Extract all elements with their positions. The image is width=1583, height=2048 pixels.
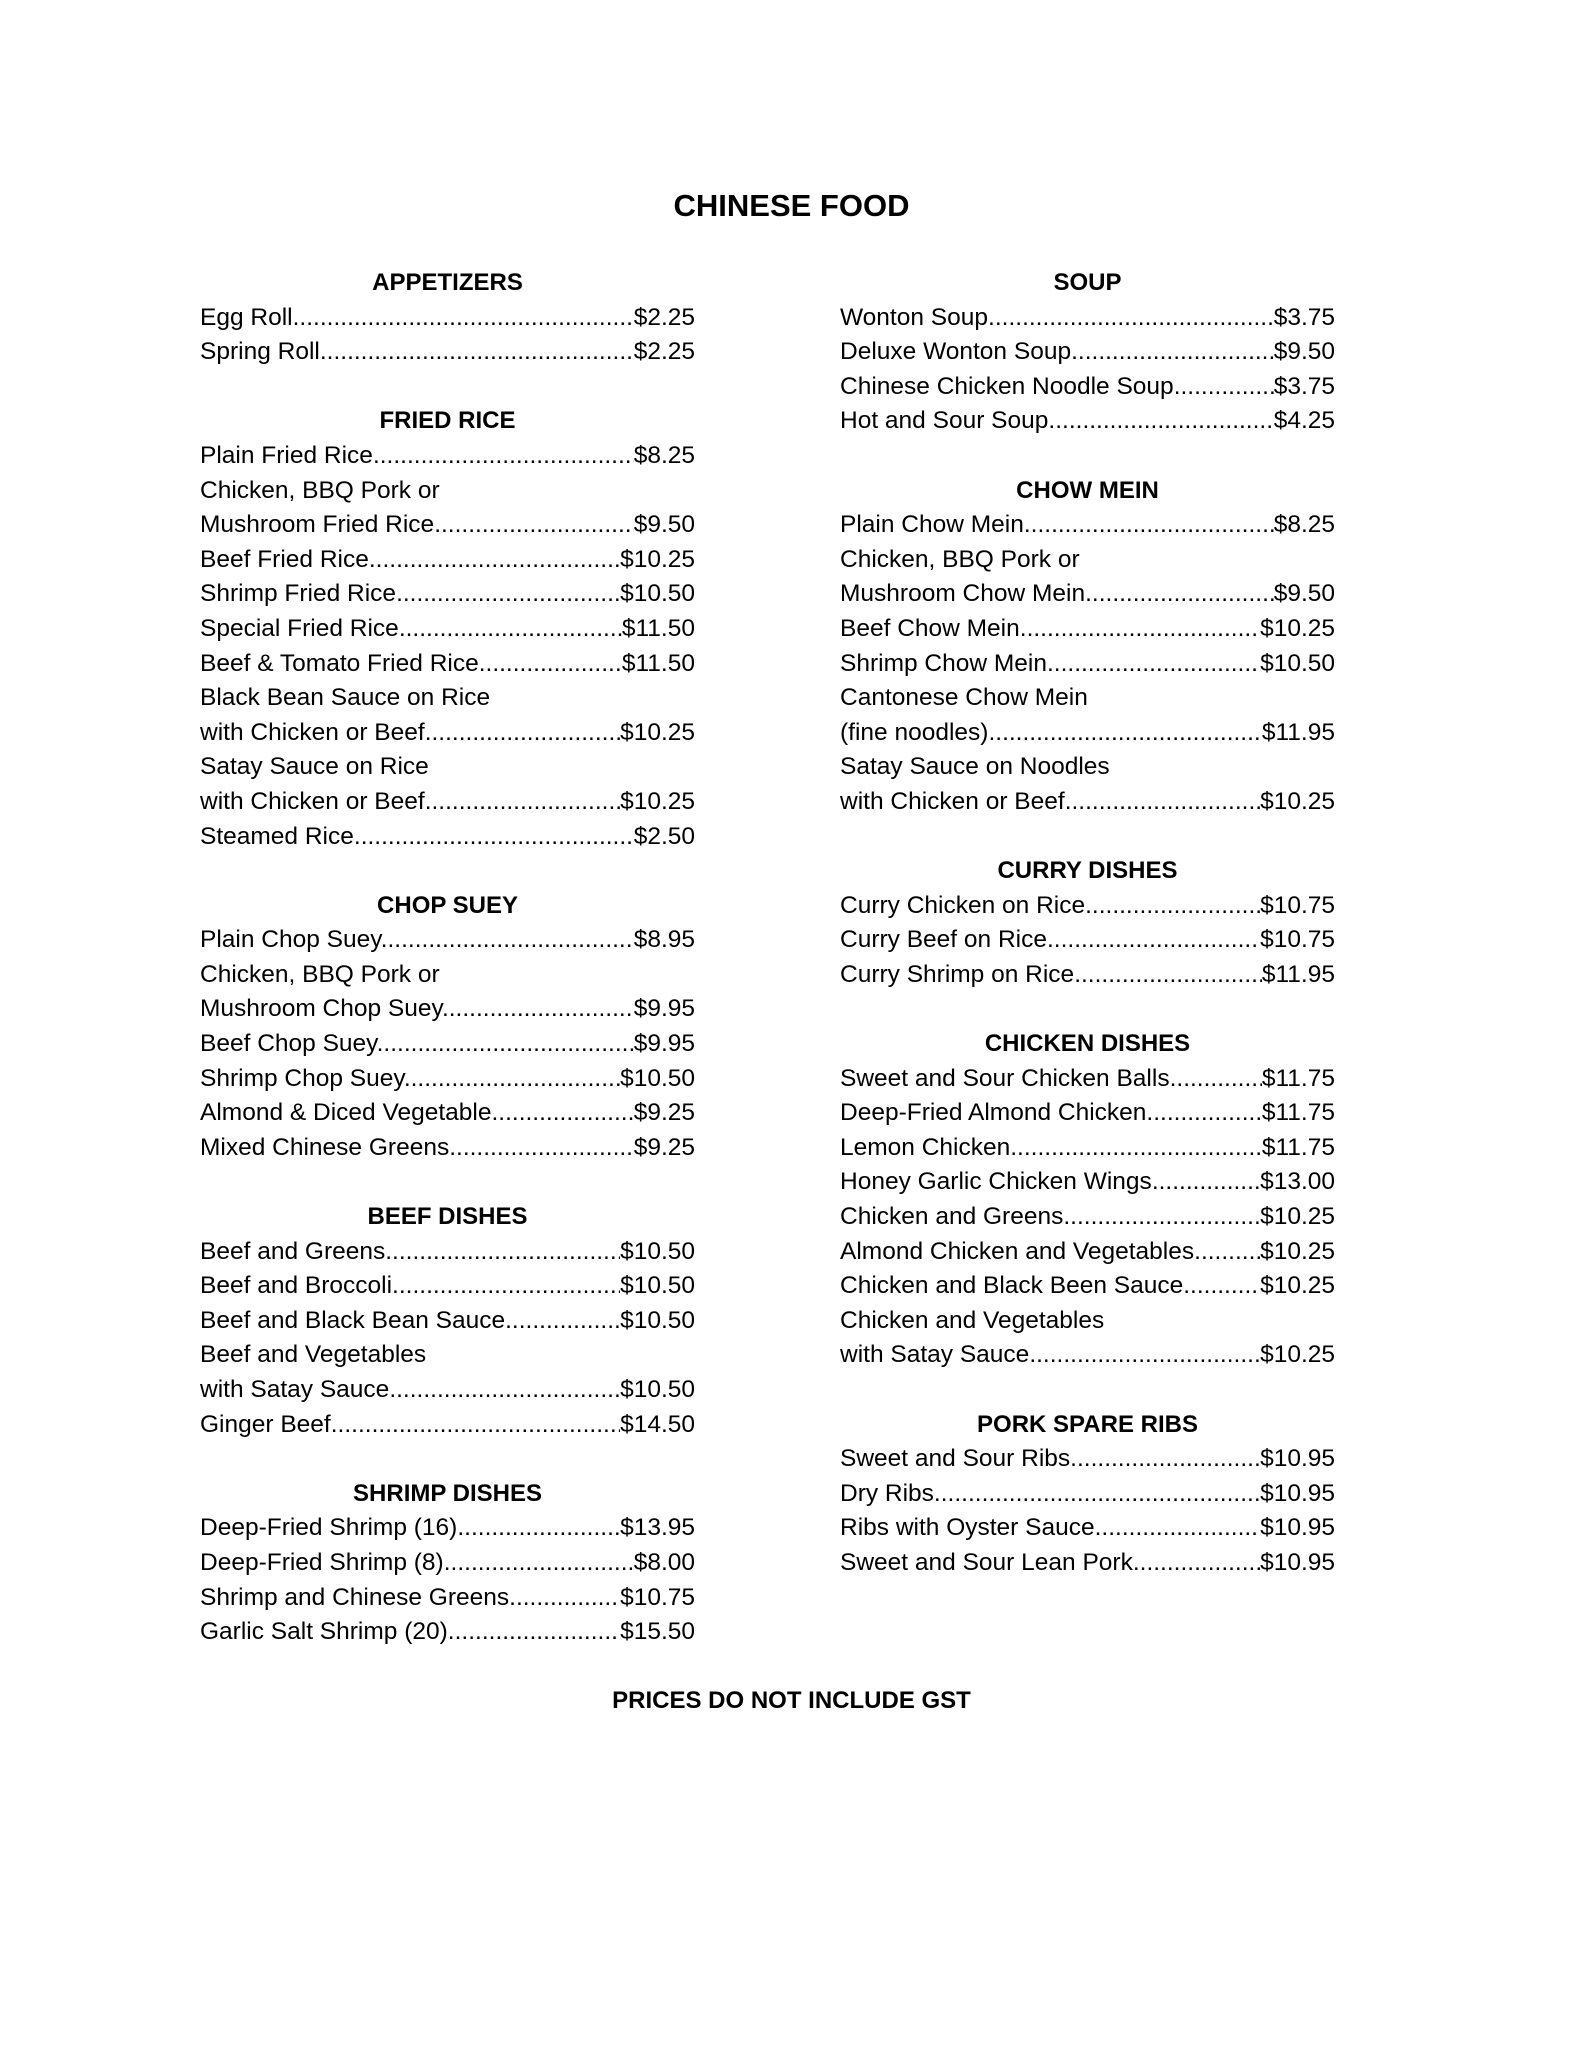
menu-item-price: $9.25 — [633, 1099, 695, 1127]
menu-item-price: $10.25 — [620, 545, 695, 573]
menu-item-price: $8.25 — [633, 441, 695, 469]
menu-item-name: Shrimp and Chinese Greens ..... — [200, 1581, 620, 1616]
menu-item — [200, 923, 695, 958]
menu-item-price: $8.95 — [633, 926, 695, 954]
menu-item-name: Honey Garlic Chicken Wings ..... — [840, 1165, 1260, 1200]
menu-item-name: (fine noodles) ..... — [840, 716, 1262, 751]
menu-item-name: Beef Chop Suey ..... — [200, 1027, 634, 1062]
menu-item-price: $9.50 — [1273, 580, 1335, 608]
menu-item-name: Spring Roll ..... — [200, 335, 634, 370]
menu-item-prefix: Satay Sauce on Noodles — [840, 753, 1110, 781]
menu-item-name: Curry Beef on Rice ..... — [840, 923, 1260, 958]
menu-item-name: Chinese Chicken Noodle Soup ..... — [840, 370, 1274, 405]
section-title: APPETIZERS — [372, 269, 523, 296]
menu-item-price: $10.75 — [620, 1583, 695, 1611]
section-title: CHICKEN DISHES — [984, 1030, 1191, 1058]
menu-section-chop-suey — [200, 889, 695, 1166]
menu-item — [200, 1546, 695, 1581]
menu-item — [840, 1062, 1335, 1097]
menu-item — [840, 1165, 1335, 1200]
menu-item-price: $10.95 — [1260, 1479, 1335, 1507]
menu-item-name: Beef & Tomato Fried Rice ..... — [200, 647, 622, 682]
menu-item-name: Mushroom Chow Mein ..... — [840, 577, 1274, 612]
menu-item-price: $9.95 — [633, 1030, 695, 1058]
menu-item-price: $8.00 — [633, 1548, 695, 1576]
menu-item-price: $11.75 — [1261, 1099, 1335, 1127]
menu-section-shrimp-dishes — [200, 1477, 695, 1650]
menu-item-name: Chicken and Black Been Sauce ..... — [840, 1269, 1260, 1304]
menu-item-name: Chicken and Greens ..... — [840, 1200, 1260, 1235]
menu-item — [200, 992, 695, 1027]
menu-item-price: $10.25 — [1260, 1237, 1335, 1265]
menu-item — [200, 543, 695, 578]
menu-item-name: Ginger Beef ..... — [200, 1408, 620, 1443]
menu-item — [840, 577, 1335, 612]
menu-item — [840, 335, 1335, 370]
menu-item-name: Sweet and Sour Ribs ..... — [840, 1442, 1260, 1477]
menu-item-prefix: Satay Sauce on Rice — [200, 753, 429, 781]
menu-item-name: Shrimp Chow Mein ..... — [840, 647, 1260, 682]
menu-item-name: Lemon Chicken ..... — [840, 1131, 1262, 1166]
menu-item — [200, 1511, 695, 1546]
section-title: SOUP — [1053, 269, 1122, 296]
menu-item-price: $3.75 — [1273, 372, 1335, 400]
menu-item — [840, 958, 1335, 993]
menu-item-name: Beef and Broccoli ..... — [200, 1269, 620, 1304]
section-title: PORK SPARE RIBS — [977, 1410, 1198, 1438]
menu-item-price: $9.95 — [633, 995, 695, 1023]
menu-item-name: Almond & Diced Vegetable ..... — [200, 1096, 634, 1131]
menu-item — [200, 577, 695, 612]
menu-section-chicken-dishes — [840, 1027, 1335, 1373]
menu-item — [840, 1269, 1335, 1304]
right-column — [840, 266, 1335, 1615]
menu-item-price: $10.95 — [1260, 1514, 1335, 1542]
menu-item-name: Hot and Sour Soup ..... — [840, 404, 1274, 439]
menu-section-pork-spare-ribs — [840, 1408, 1335, 1581]
menu-item-name: Deep-Fried Shrimp (16) ..... — [200, 1511, 620, 1546]
menu-section-beef-dishes — [200, 1200, 695, 1442]
menu-item-price: $8.25 — [1273, 511, 1335, 539]
menu-item-price: $9.25 — [633, 1133, 695, 1161]
menu-item — [840, 1442, 1335, 1477]
menu-item-name: Beef and Black Bean Sauce ..... — [200, 1304, 620, 1339]
section-title: SHRIMP DISHES — [353, 1479, 542, 1507]
menu-item-prefix: Chicken and Vegetables — [840, 1306, 1105, 1334]
menu-item-price: $2.25 — [633, 338, 695, 366]
menu-item — [840, 785, 1335, 820]
menu-item — [200, 612, 695, 647]
menu-item-prefix: Cantonese Chow Mein — [840, 684, 1088, 712]
menu-item-price: $13.95 — [620, 1514, 695, 1542]
menu-item-price: $10.50 — [1260, 649, 1335, 677]
menu-section-soup — [840, 266, 1335, 439]
menu-item-name: with Chicken or Beef ..... — [840, 785, 1260, 820]
menu-item-name: Wonton Soup ..... — [840, 301, 1274, 336]
menu-item-price: $10.25 — [1260, 1272, 1335, 1300]
menu-item-price: $10.50 — [620, 1306, 695, 1334]
menu-item — [200, 1131, 695, 1166]
menu-item-name: Special Fried Rice ..... — [200, 612, 622, 647]
section-title: BEEF DISHES — [367, 1203, 528, 1231]
menu-item-price: $10.50 — [620, 580, 695, 608]
menu-item-price: $10.95 — [1260, 1445, 1335, 1473]
menu-section-curry-dishes — [840, 854, 1335, 992]
menu-item — [840, 1546, 1335, 1581]
menu-item-name: Ribs with Oyster Sauce ..... — [840, 1511, 1260, 1546]
menu-item — [840, 1096, 1335, 1131]
menu-item-name: Sweet and Sour Chicken Balls ..... — [840, 1062, 1262, 1097]
menu-item-name: Almond Chicken and Vegetables ..... — [840, 1235, 1260, 1270]
menu-item-price: $10.25 — [620, 718, 695, 746]
menu-item-price: $4.25 — [1273, 407, 1335, 435]
menu-item — [200, 1615, 695, 1650]
menu-item-price: $15.50 — [620, 1618, 695, 1646]
menu-item — [200, 820, 695, 855]
menu-item-name: Sweet and Sour Lean Pork ..... — [840, 1546, 1260, 1581]
menu-item — [840, 404, 1335, 439]
menu-item — [200, 1062, 695, 1097]
menu-item-price: $10.50 — [620, 1376, 695, 1403]
menu-item-name: Beef and Greens ..... — [200, 1235, 620, 1270]
menu-item-name: with Satay Sauce ..... — [840, 1338, 1260, 1373]
menu-item-name: Deep-Fried Almond Chicken ..... — [840, 1096, 1262, 1131]
menu-item-price: $10.25 — [1260, 1341, 1335, 1369]
menu-item — [200, 439, 695, 474]
menu-item — [840, 612, 1335, 647]
menu-item — [840, 1338, 1335, 1373]
menu-item — [200, 508, 695, 543]
menu-item-price: $10.75 — [1260, 891, 1335, 919]
menu-item — [840, 1511, 1335, 1546]
menu-title: CHINESE FOOD — [673, 188, 910, 223]
menu-item-name: Shrimp Fried Rice ..... — [200, 577, 620, 612]
menu-section-chow-mein — [840, 474, 1335, 820]
menu-item-name: Dry Ribs ..... — [840, 1477, 1260, 1512]
menu-item-name: Shrimp Chop Suey ..... — [200, 1062, 620, 1097]
menu-item-price: $10.25 — [1260, 1203, 1335, 1231]
menu-item-name: Beef Chow Mein ..... — [840, 612, 1260, 647]
menu-item-name: with Satay Sauce ..... — [200, 1373, 620, 1408]
menu-item-price: $2.25 — [633, 303, 695, 331]
menu-item-name: Plain Fried Rice ..... — [200, 439, 634, 474]
section-title: CHOP SUEY — [377, 891, 518, 919]
menu-item-price: $9.50 — [1273, 338, 1335, 366]
menu-item — [840, 1477, 1335, 1512]
menu-item — [200, 1235, 695, 1270]
menu-item-name: Curry Shrimp on Rice ..... — [840, 958, 1262, 993]
menu-item-price: $11.95 — [1261, 960, 1335, 988]
menu-item-price: $10.25 — [1260, 614, 1335, 642]
menu-item — [200, 1096, 695, 1131]
menu-item-name: Plain Chop Suey ..... — [200, 923, 634, 958]
menu-item-name: Deep-Fried Shrimp (8) ..... — [200, 1546, 634, 1581]
menu-item-price: $3.75 — [1273, 303, 1335, 331]
menu-item-name: Mixed Chinese Greens ..... — [200, 1131, 634, 1166]
section-title: FRIED RICE — [379, 407, 516, 435]
menu-item-price: $14.50 — [620, 1410, 695, 1438]
menu-item-price: $11.75 — [1261, 1133, 1335, 1161]
menu-item-name: Plain Chow Mein ..... — [840, 508, 1274, 543]
menu-item-price: $11.50 — [621, 649, 695, 677]
menu-item-prefix: Chicken, BBQ Pork or — [840, 545, 1080, 573]
section-title: CHOW MEIN — [1016, 476, 1159, 504]
menu-section-appetizers — [200, 266, 695, 370]
menu-item-price: $10.95 — [1260, 1548, 1335, 1576]
menu-item-name: Mushroom Chop Suey ..... — [200, 992, 634, 1027]
menu-item-prefix: Beef and Vegetables — [200, 1341, 427, 1369]
menu-item-price: $10.50 — [620, 1272, 695, 1300]
menu-item — [840, 1235, 1335, 1270]
menu-item — [200, 716, 695, 751]
menu-item-price: $9.50 — [633, 511, 695, 539]
menu-item — [840, 889, 1335, 924]
menu-item — [200, 1269, 695, 1304]
menu-item-price: $11.50 — [621, 614, 695, 642]
menu-item-price: $10.25 — [620, 787, 695, 815]
menu-item-price: $11.95 — [1261, 718, 1335, 746]
menu-item-name: Mushroom Fried Rice ..... — [200, 508, 634, 543]
menu-item-price: $2.50 — [633, 822, 695, 850]
menu-item — [840, 301, 1335, 336]
menu-item — [840, 647, 1335, 682]
menu-item-price: $10.25 — [1260, 787, 1335, 815]
menu-section-fried-rice — [200, 404, 695, 854]
left-column — [200, 266, 695, 1684]
menu-item-name: with Chicken or Beef ..... — [200, 716, 620, 751]
menu-item — [840, 1131, 1335, 1166]
menu-item — [840, 923, 1335, 958]
menu-item-prefix: Black Bean Sauce on Rice — [200, 684, 491, 712]
section-title: CURRY DISHES — [997, 857, 1178, 885]
gst-notice: PRICES DO NOT INCLUDE GST — [612, 1687, 971, 1714]
menu-item-prefix: Chicken, BBQ Pork or — [200, 476, 440, 504]
menu-item — [200, 301, 695, 336]
menu-item-name: Steamed Rice ..... — [200, 820, 634, 855]
menu-item — [200, 785, 695, 820]
menu-item-name: Garlic Salt Shrimp (20) ..... — [200, 1615, 620, 1650]
menu-item — [840, 716, 1335, 751]
menu-item-name: Beef Fried Rice ..... — [200, 543, 620, 578]
menu-item — [840, 1200, 1335, 1235]
menu-item — [200, 1027, 695, 1062]
menu-item — [840, 508, 1335, 543]
menu-item-price: $10.50 — [620, 1064, 695, 1092]
menu-item-prefix: Chicken, BBQ Pork or — [200, 960, 440, 988]
menu-item — [200, 647, 695, 682]
menu-item-price: $10.75 — [1260, 926, 1335, 954]
menu-item-price: $13.00 — [1260, 1168, 1335, 1196]
menu-item-name: Egg Roll ..... — [200, 301, 634, 336]
menu-item-price: $11.75 — [1261, 1064, 1335, 1092]
menu-item-name: Curry Chicken on Rice ..... — [840, 889, 1260, 924]
menu-item — [840, 370, 1335, 405]
menu-item-name: with Chicken or Beef ..... — [200, 785, 620, 820]
menu-item — [200, 1373, 695, 1408]
menu-item — [200, 1408, 695, 1443]
menu-item-price: $10.50 — [620, 1237, 695, 1265]
menu-item — [200, 1304, 695, 1339]
menu-item — [200, 1581, 695, 1616]
menu-item — [200, 335, 695, 370]
menu-item-name: Deluxe Wonton Soup ..... — [840, 335, 1274, 370]
